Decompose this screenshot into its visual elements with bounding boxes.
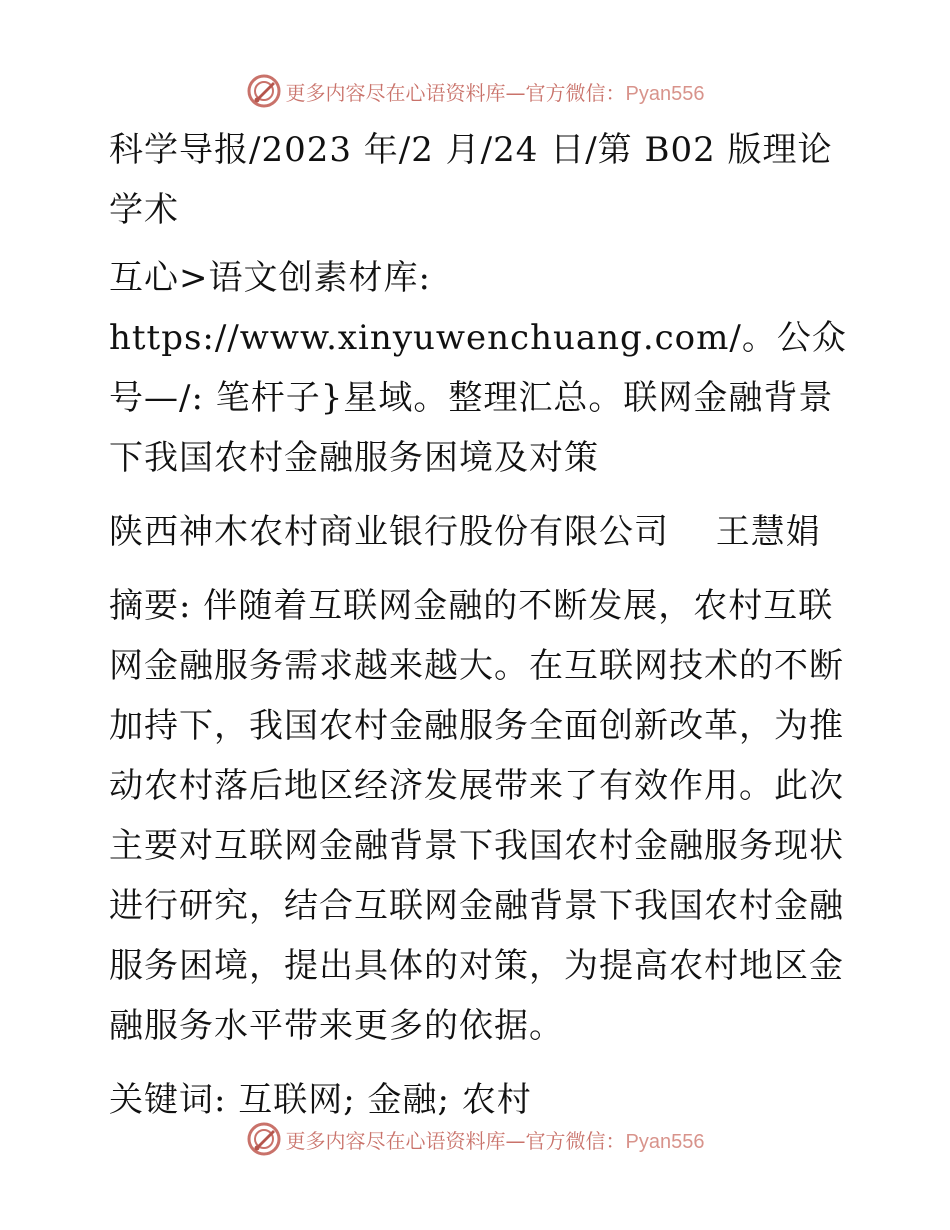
watermark-logo-icon bbox=[246, 1121, 282, 1157]
abstract: 摘要: 伴随着互联网金融的不断发展，农村互联网金融服务需求越来越大。在互联网技术的不断加持下，我国农村金融服务全面创新改革，为推动农村落后地区经济发展带来了有效作用。此次主要对互联网金融背景下我国农村金融服务现状进行研究，结合互联网金融背景下我国农村金融服务困境，提出具体的对策，为提高农村地区金融服务水平带来更多的依据。 bbox=[109, 586, 844, 1046]
document-body bbox=[97, 120, 857, 1130]
source-line: 互心>语文创素材库: https://www.xinyuwenchuang.com/。公众号—/: 笔杆子}星域。整理汇总。联网金融背景下我国农村金融服务困境及对策 bbox=[109, 258, 847, 478]
watermark-footer bbox=[0, 1119, 950, 1159]
keywords: 关键词: 互联网; 金融; 农村 bbox=[109, 1080, 532, 1120]
author-line: 陕西神木农村商业银行股份有限公司 王慧娟 bbox=[109, 512, 821, 552]
watermark-header bbox=[0, 71, 950, 111]
watermark-id: Pyan556 bbox=[625, 1130, 705, 1153]
watermark-text: 更多内容尽在心语资料库—官方微信： bbox=[285, 80, 626, 105]
watermark-id: Pyan556 bbox=[625, 82, 705, 105]
watermark-logo-icon bbox=[246, 73, 282, 109]
watermark-text: 更多内容尽在心语资料库—官方微信： bbox=[285, 1128, 626, 1153]
header-line: 科学导报/2023 年/2 月/24 日/第 B02 版理论学术 bbox=[109, 130, 833, 230]
